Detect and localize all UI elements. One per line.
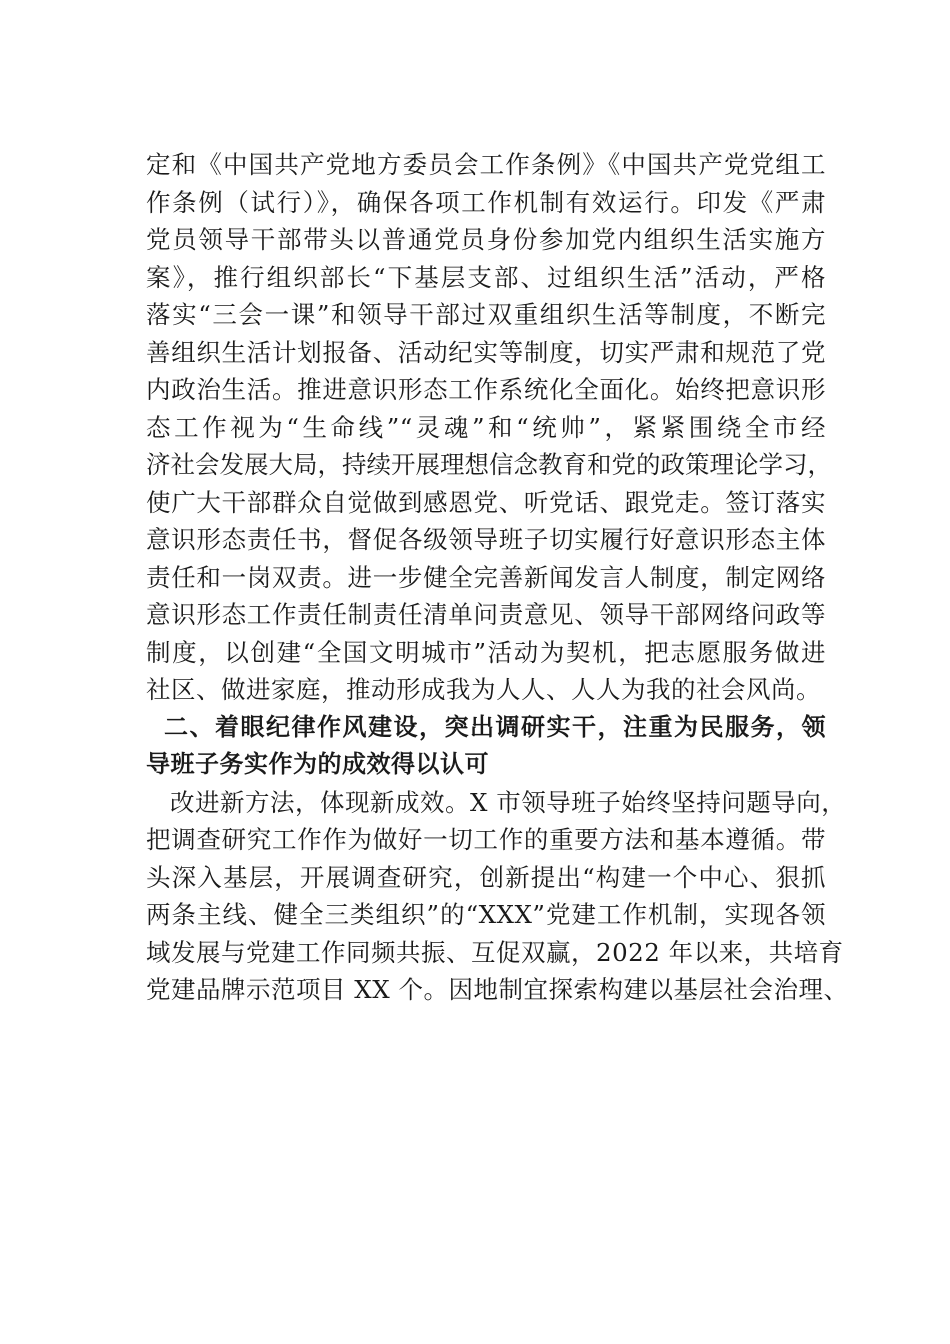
text-line: 党建品牌示范项目 XX 个。因地制宜探索构建以基层社会治理、 <box>146 975 849 1004</box>
text-line: 态工作视为“生命线”“灵魂”和“统帅”，紧紧围绕全市经 <box>146 412 826 442</box>
text-line: 头深入基层，开展调查研究，创新提出“构建一个中心、狠抓 <box>146 862 826 892</box>
document-body <box>146 146 849 1009</box>
text-line: 意识形态责任书，督促各级领导班子切实履行好意识形态主体 <box>146 525 826 554</box>
text-line: 域发展与党建工作同频共振、互促双赢，2022 年以来，共培育 <box>146 937 844 967</box>
text-line: 内政治生活。推进意识形态工作系统化全面化。始终把意识形 <box>146 375 826 404</box>
text-line: 两条主线、健全三类组织”的“XXX”党建工作机制，实现各领 <box>146 900 826 929</box>
text-line: 定和《中国共产党地方委员会工作条例》《中国共产党党组工 <box>146 150 826 179</box>
text-line: 济社会发展大局，持续开展理想信念教育和党的政策理论学习， <box>146 450 832 479</box>
text-line: 责任和一岗双责。进一步健全完善新闻发言人制度，制定网络 <box>146 562 826 592</box>
section-heading: 二、着眼纪律作风建设，突出调研实干，注重为民服务，领 <box>164 712 826 741</box>
text-line: 制度，以创建“全国文明城市”活动为契机，把志愿服务做进 <box>146 637 826 667</box>
text-line: 把调查研究工作作为做好一切工作的重要方法和基本遵循。带 <box>146 825 826 854</box>
text-line: 社区、做进家庭，推动形成我为人人、人人为我的社会风尚。 <box>146 675 821 704</box>
text-line: 意识形态工作责任制责任清单问责意见、领导干部网络问政等 <box>146 600 826 629</box>
text-line: 使广大干部群众自觉做到感恩党、听党话、跟党走。签订落实 <box>146 487 826 517</box>
text-line: 案》，推行组织部长“下基层支部、过组织生活”活动，严格 <box>146 262 826 292</box>
text-line: 作条例（试行）》，确保各项工作机制有效运行。印发《严肃 <box>146 187 826 217</box>
text-line: 善组织生活计划报备、活动纪实等制度，切实严肃和规范了党 <box>146 337 826 367</box>
section-heading: 导班子务实作为的成效得以认可 <box>146 750 489 778</box>
text-line: 落实“三会一课”和领导干部过双重组织生活等制度，不断完 <box>146 300 826 329</box>
text-line: 党员领导干部带头以普通党员身份参加党内组织生活实施方 <box>146 225 826 254</box>
text-line: 改进新方法，体现新成效。X 市领导班子始终坚持问题导向， <box>170 787 847 817</box>
